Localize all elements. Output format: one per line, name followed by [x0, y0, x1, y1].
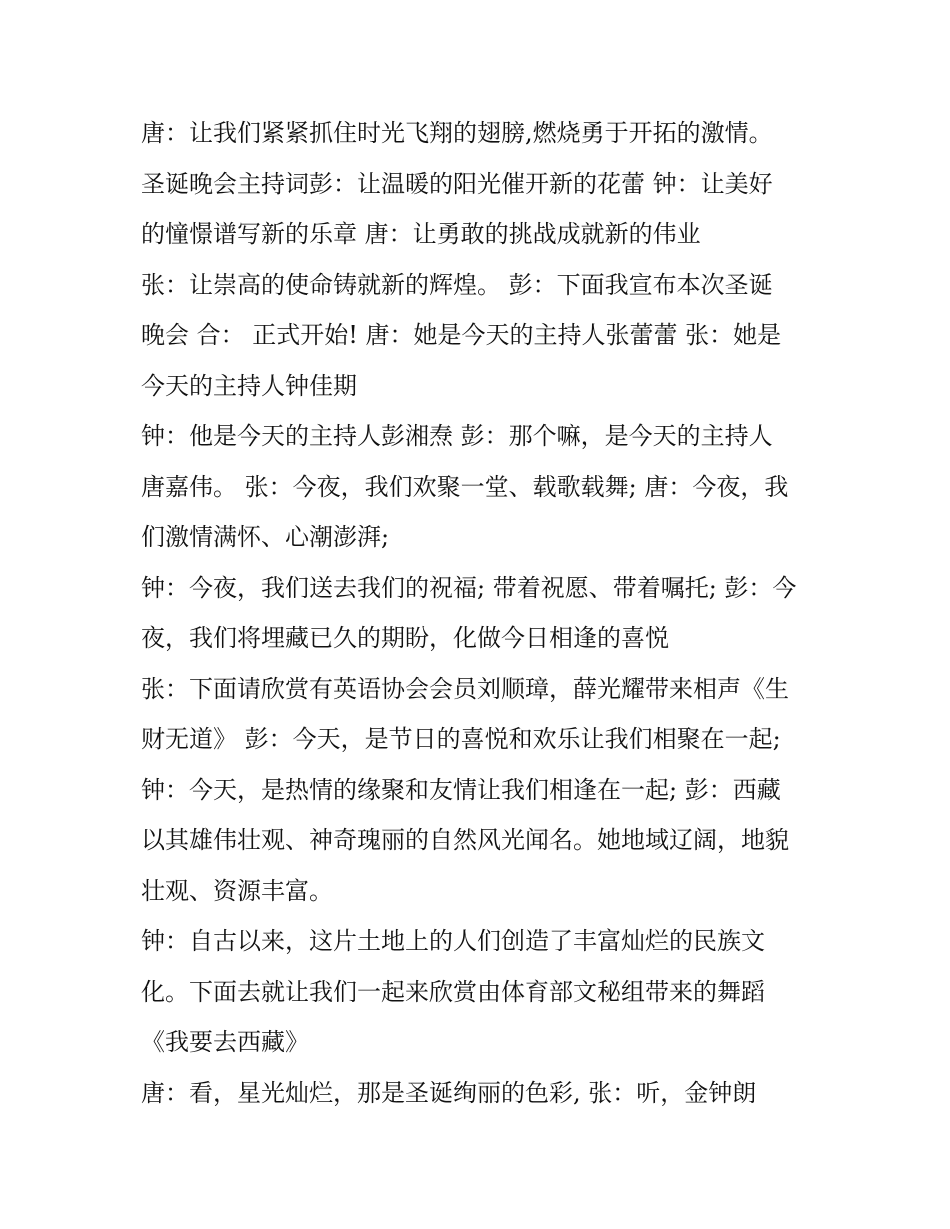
text-line: 圣诞晚会主持词彭：让温暖的阳光催开新的花蕾 钟：让美好	[141, 169, 773, 198]
text-line: 今天的主持人钟佳期	[141, 371, 357, 400]
text-line: 钟：自古以来，这片土地上的人们创造了丰富灿烂的民族文	[141, 927, 765, 955]
text-line: 钟：今天，是热情的缘聚和友情让我们相逢在一起; 彭：西藏	[141, 775, 781, 804]
text-line: 唐：看，星光灿烂，那是圣诞绚丽的色彩, 张：听，金钟朗	[141, 1078, 757, 1107]
text-line: 财无道》 彭：今天，是节日的喜悦和欢乐让我们相聚在一起;	[141, 725, 781, 753]
text-line: 壮观、资源丰富。	[141, 876, 333, 905]
text-line: 《我要去西藏》	[141, 1028, 309, 1056]
document-body	[141, 108, 821, 1118]
text-line: 钟：今夜，我们送去我们的祝福; 带着祝愿、带着嘱托; 彭：今	[141, 573, 797, 602]
text-line: 们激情满怀、心潮澎湃;	[141, 523, 390, 551]
text-line: 以其雄伟壮观、神奇瑰丽的自然风光闻名。她地域辽阔，地貌	[141, 826, 789, 854]
text-line: 唐：让我们紧紧抓住时光飞翔的翅膀,燃烧勇于开拓的激情。	[141, 119, 773, 147]
text-line: 晚会 合： 正式开始! 唐：她是今天的主持人张蕾蕾 张：她是	[141, 321, 782, 349]
text-line: 张：下面请欣赏有英语协会会员刘顺璋，薛光耀带来相声《生	[141, 674, 789, 703]
text-line: 张：让崇高的使命铸就新的辉煌。 彭：下面我宣布本次圣诞	[141, 270, 773, 299]
text-line: 唐嘉伟。 张：今夜，我们欢聚一堂、载歌载舞; 唐：今夜，我	[141, 472, 789, 501]
text-line: 夜，我们将埋藏已久的期盼，化做今日相逢的喜悦	[141, 624, 669, 652]
text-line: 化。下面去就让我们一起来欣赏由体育部文秘组带来的舞蹈	[141, 977, 765, 1006]
text-line: 钟：他是今天的主持人彭湘焘 彭：那个嘛，是今天的主持人	[141, 422, 773, 450]
text-line: 的憧憬谱写新的乐章 唐：让勇敢的挑战成就新的伟业	[141, 220, 701, 248]
